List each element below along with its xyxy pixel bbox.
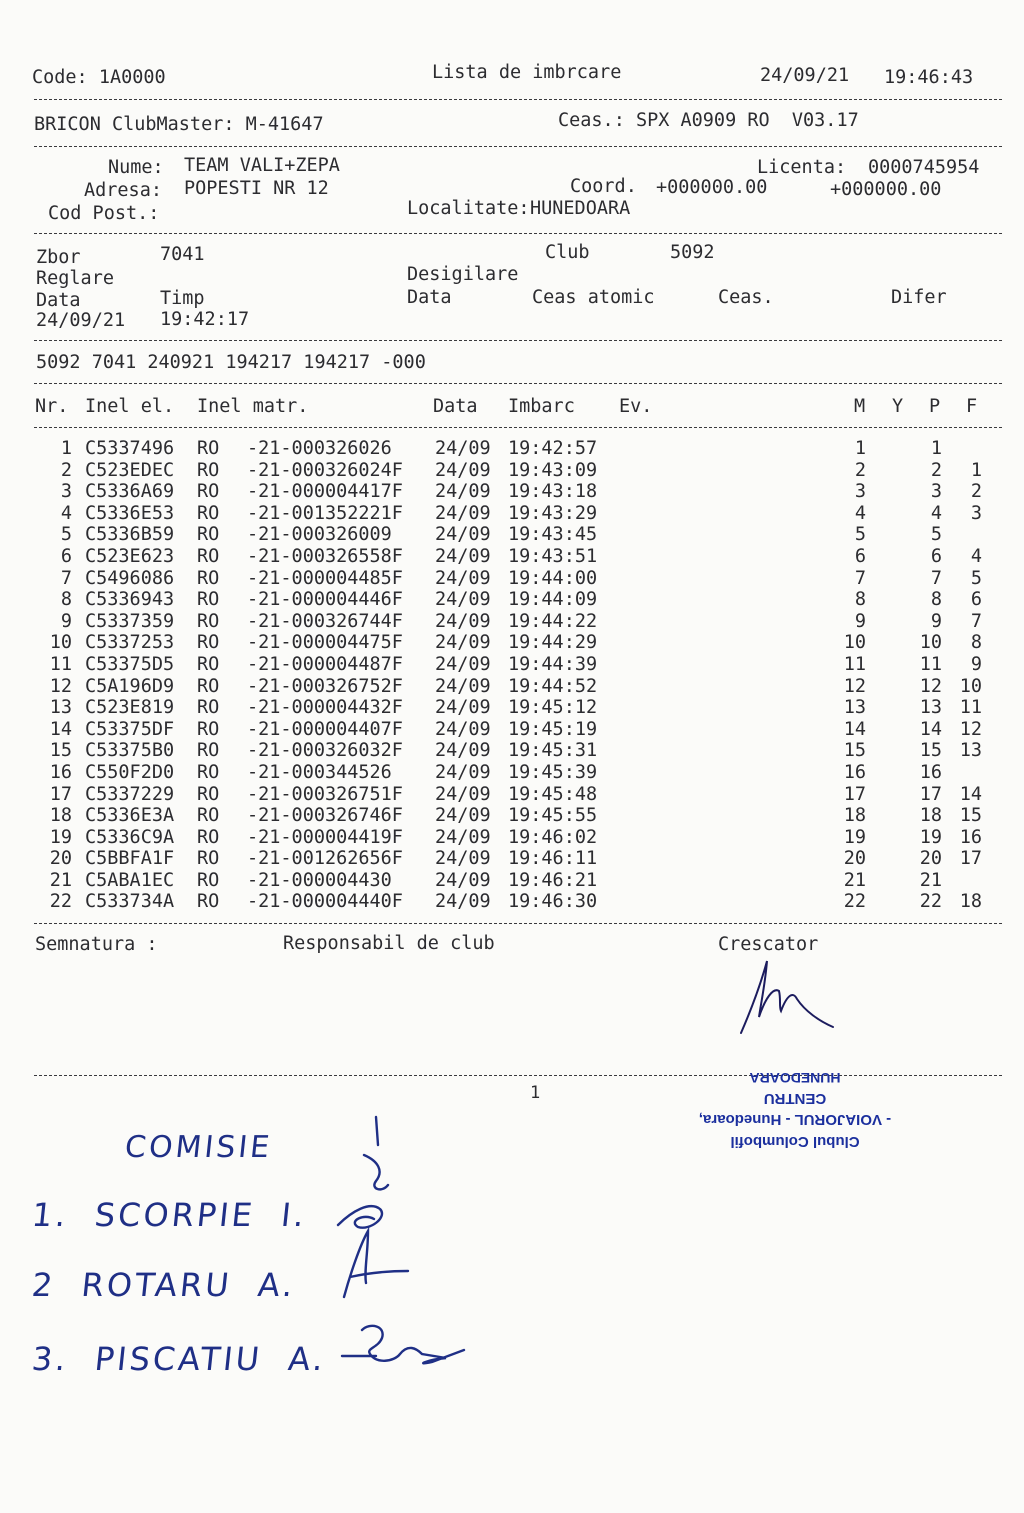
table-cell-matr: -21-000326009: [247, 524, 392, 546]
table-cell-f: 5: [970, 567, 982, 589]
table-cell-m: 20: [843, 848, 866, 870]
table-cell-matr: -21-000004446F: [247, 589, 403, 611]
table-cell-matr: -21-000004440F: [247, 891, 403, 913]
divider: [34, 427, 1002, 428]
table-cell-p: 9: [930, 610, 942, 632]
table-cell-f: 4: [970, 545, 982, 567]
table-cell-inel: C5336A69: [85, 481, 175, 503]
table-cell-m: 22: [843, 891, 866, 913]
system-id: BRICON ClubMaster: M-41647: [34, 114, 324, 135]
table-cell-matr: -21-000004432F: [247, 697, 403, 719]
table-cell-m: 9: [854, 610, 866, 632]
table-cell-inel: C53375D5: [85, 653, 175, 675]
col-imbarc-header: Imbarc: [508, 396, 575, 417]
table-cell-time: 19:45:19: [508, 718, 598, 740]
club-value: 5092: [670, 242, 715, 263]
adresa-value: POPESTI NR 12: [184, 178, 329, 199]
comisie-member-2: 2 ROTARU A.: [30, 1266, 298, 1304]
print-date: 24/09/21: [760, 65, 850, 86]
table-cell-data: 24/09: [435, 589, 491, 611]
table-cell-data: 24/09: [435, 718, 491, 740]
clock-id: Ceas.: SPX A0909 RO V03.17: [558, 110, 859, 131]
table-cell-time: 19:46:30: [508, 891, 598, 913]
table-cell-nr: 12: [49, 675, 72, 697]
doc-title: Lista de imbrcare: [432, 62, 622, 83]
table-cell-matr: -21-000004485F: [247, 567, 403, 589]
reglare-date: 24/09/21: [36, 310, 126, 331]
table-cell-nr: 6: [60, 545, 72, 567]
crescator-signature: [735, 955, 845, 1040]
table-cell-f: 15: [959, 805, 982, 827]
table-cell-ro: RO: [197, 826, 220, 848]
table-cell-m: 18: [843, 805, 866, 827]
table-cell-inel: C5A196D9: [85, 675, 175, 697]
col-m-header: M: [854, 396, 866, 417]
table-cell-matr: -21-000326746F: [247, 805, 403, 827]
codpost-label: Cod Post.:: [48, 203, 160, 224]
table-cell-nr: 7: [60, 567, 72, 589]
table-cell-matr: -21-000326744F: [247, 610, 403, 632]
table-cell-f: 8: [970, 632, 982, 654]
table-cell-p: 5: [930, 524, 942, 546]
table-cell-ro: RO: [197, 438, 220, 459]
zbor-value: 7041: [160, 244, 205, 265]
table-cell-time: 19:46:21: [508, 869, 598, 891]
table-cell-time: 19:45:12: [508, 697, 598, 719]
table-cell-p: 8: [930, 589, 942, 611]
table-cell-inel: C5337496: [85, 438, 175, 459]
table-cell-data: 24/09: [435, 891, 491, 913]
table-cell-ro: RO: [197, 675, 220, 697]
table-cell-matr: -21-001262656F: [247, 848, 403, 870]
table-cell-f: 12: [959, 718, 982, 740]
col-ev-header: Ev.: [619, 396, 653, 417]
table-cell-m: 8: [854, 589, 866, 611]
table-cell-p: 3: [930, 481, 942, 503]
table-cell-data: 24/09: [435, 761, 491, 783]
table-cell-inel: C5336943: [85, 589, 175, 611]
table-cell-inel: C523E819: [85, 697, 175, 719]
doc-code: Code: 1A0000: [32, 67, 166, 88]
table-cell-time: 19:44:52: [508, 675, 598, 697]
table-cell-p: 10: [919, 632, 942, 654]
table-cell-ro: RO: [197, 524, 220, 546]
desigilare-label: Desigilare: [407, 264, 519, 285]
table-cell-data: 24/09: [435, 438, 491, 459]
table-cell-f: 1: [970, 459, 982, 481]
table-cell-nr: 11: [49, 653, 72, 675]
table-cell-f: [952, 524, 982, 546]
table-cell-time: 19:44:29: [508, 632, 598, 654]
localitate-label: Localitate:: [407, 198, 530, 219]
crescator-label: Crescator: [718, 934, 819, 955]
coord-value-1: +000000.00: [656, 177, 768, 198]
table-cell-data: 24/09: [435, 653, 491, 675]
table-cell-data: 24/09: [435, 783, 491, 805]
table-cell-inel: C523E623: [85, 545, 175, 567]
table-cell-p: 22: [919, 891, 942, 913]
table-cell-matr: -21-000004417F: [247, 481, 403, 503]
table-cell-ro: RO: [197, 502, 220, 524]
table-cell-time: 19:43:51: [508, 545, 598, 567]
table-cell-m: 12: [843, 675, 866, 697]
table-cell-data: 24/09: [435, 869, 491, 891]
table-cell-p: 17: [919, 783, 942, 805]
table-cell-m: 7: [854, 567, 866, 589]
table-cell-m: 17: [843, 783, 866, 805]
page-number: 1: [530, 1083, 541, 1103]
table-cell-time: 19:43:09: [508, 459, 598, 481]
table-cell-nr: 3: [60, 481, 72, 503]
table-cell-p: 15: [919, 740, 942, 762]
table-cell-data: 24/09: [435, 740, 491, 762]
table-cell-f: 9: [970, 653, 982, 675]
table-cell-time: 19:46:11: [508, 848, 598, 870]
table-cell-nr: 5: [60, 524, 72, 546]
table-cell-p: 20: [919, 848, 942, 870]
table-cell-inel: C5336C9A: [85, 826, 175, 848]
table-cell-nr: 19: [49, 826, 72, 848]
table-cell-inel: C5ABA1EC: [85, 869, 175, 891]
table-cell-m: 6: [854, 545, 866, 567]
table-cell-nr: 20: [49, 848, 72, 870]
table-cell-nr: 14: [49, 718, 72, 740]
col-p-header: P: [929, 396, 941, 417]
table-cell-matr: -21-000326026: [247, 438, 392, 459]
table-cell-ro: RO: [197, 869, 220, 891]
table-cell-ro: RO: [197, 805, 220, 827]
table-cell-m: 14: [843, 718, 866, 740]
table-cell-ro: RO: [197, 459, 220, 481]
ceas-atomic-label: Ceas atomic: [532, 287, 655, 308]
table-cell-m: 21: [843, 869, 866, 891]
table-cell-f: 17: [959, 848, 982, 870]
table-cell-f: 16: [959, 826, 982, 848]
table-cell-ro: RO: [197, 589, 220, 611]
flight-code-line: 5092 7041 240921 194217 194217 -000: [36, 352, 426, 373]
table-cell-data: 24/09: [435, 567, 491, 589]
table-cell-time: 19:44:09: [508, 589, 598, 611]
table-cell-ro: RO: [197, 718, 220, 740]
table-cell-p: 7: [930, 567, 942, 589]
table-cell-m: 13: [843, 697, 866, 719]
print-time: 19:46:43: [884, 67, 974, 88]
stamp-line-2: - VOIAJORUL - Hunedoara,: [698, 1111, 892, 1128]
table-cell-p: 12: [919, 675, 942, 697]
table-cell-p: 19: [919, 826, 942, 848]
divider: [34, 383, 1002, 384]
table-cell-time: 19:46:02: [508, 826, 598, 848]
comisie-member-3: 3. PISCATIU A.: [30, 1340, 328, 1378]
table-cell-f: 11: [959, 697, 982, 719]
table-cell-data: 24/09: [435, 848, 491, 870]
table-cell-f: 10: [959, 675, 982, 697]
comisie-heading: COMISIE: [123, 1130, 274, 1165]
table-cell-ro: RO: [197, 632, 220, 654]
responsabil-label: Responsabil de club: [283, 933, 495, 954]
col-nr-header: Nr.: [35, 396, 69, 417]
divider: [34, 340, 1002, 341]
table-cell-nr: 22: [49, 891, 72, 913]
reglare-label: Reglare: [36, 268, 114, 289]
table-cell-data: 24/09: [435, 675, 491, 697]
comisie-member-1: 1. SCORPIE I.: [30, 1196, 309, 1234]
arrivals-table: [0, 438, 1024, 918]
table-cell-matr: -21-000326558F: [247, 545, 403, 567]
table-cell-m: 5: [854, 524, 866, 546]
table-cell-data: 24/09: [435, 805, 491, 827]
table-cell-m: 2: [854, 459, 866, 481]
table-cell-nr: 17: [49, 783, 72, 805]
table-cell-inel: C53375B0: [85, 740, 175, 762]
table-cell-inel: C523EDEC: [85, 459, 175, 481]
table-cell-nr: 10: [49, 632, 72, 654]
table-cell-ro: RO: [197, 697, 220, 719]
table-cell-data: 24/09: [435, 610, 491, 632]
table-cell-inel: C5BBFA1F: [85, 848, 175, 870]
table-cell-time: 19:45:55: [508, 805, 598, 827]
table-cell-inel: C53375DF: [85, 718, 175, 740]
table-cell-data: 24/09: [435, 502, 491, 524]
table-cell-ro: RO: [197, 481, 220, 503]
table-cell-time: 19:43:18: [508, 481, 598, 503]
ceas-label: Ceas.: [718, 287, 774, 308]
table-cell-f: 7: [970, 610, 982, 632]
stamp-line-4: HUNEDOARA: [749, 1070, 841, 1086]
table-cell-m: 4: [854, 502, 866, 524]
table-cell-p: 16: [919, 761, 942, 783]
table-cell-ro: RO: [197, 653, 220, 675]
divider: [34, 923, 1002, 924]
table-cell-f: 14: [959, 783, 982, 805]
table-cell-matr: -21-000004419F: [247, 826, 403, 848]
table-cell-nr: 8: [60, 589, 72, 611]
table-cell-m: 3: [854, 481, 866, 503]
table-cell-nr: 2: [60, 459, 72, 481]
table-cell-time: 19:45:31: [508, 740, 598, 762]
table-cell-inel: C5336E53: [85, 502, 175, 524]
table-cell-ro: RO: [197, 761, 220, 783]
club-stamp: [660, 1054, 930, 1150]
nume-label: Nume:: [108, 157, 164, 178]
table-cell-f: 3: [970, 502, 982, 524]
table-cell-matr: -21-000004487F: [247, 653, 403, 675]
divider: [34, 233, 1002, 234]
semnatura-label: Semnatura :: [35, 934, 158, 955]
table-cell-inel: C5336E3A: [85, 805, 175, 827]
table-cell-inel: C550F2D0: [85, 761, 175, 783]
table-cell-nr: 15: [49, 740, 72, 762]
table-cell-f: 2: [970, 481, 982, 503]
table-cell-time: 19:44:00: [508, 567, 598, 589]
table-cell-matr: -21-000326752F: [247, 675, 403, 697]
table-cell-m: 15: [843, 740, 866, 762]
table-cell-data: 24/09: [435, 524, 491, 546]
table-cell-ro: RO: [197, 610, 220, 632]
table-cell-p: 18: [919, 805, 942, 827]
table-cell-data: 24/09: [435, 459, 491, 481]
table-cell-ro: RO: [197, 891, 220, 913]
table-cell-m: 1: [854, 438, 866, 459]
licenta-label: Licenta:: [757, 157, 847, 178]
table-cell-inel: C5336B59: [85, 524, 175, 546]
divider: [34, 99, 1002, 100]
table-cell-time: 19:45:48: [508, 783, 598, 805]
table-cell-nr: 13: [49, 697, 72, 719]
col-inel-el-header: Inel el.: [85, 396, 175, 417]
table-cell-time: 19:44:22: [508, 610, 598, 632]
data-label: Data: [36, 290, 81, 311]
signature-2: [338, 1225, 418, 1305]
zbor-label: Zbor: [36, 247, 81, 268]
table-cell-m: 19: [843, 826, 866, 848]
licenta-value: 0000745954: [868, 157, 980, 178]
table-cell-time: 19:43:45: [508, 524, 598, 546]
table-cell-p: 4: [930, 502, 942, 524]
table-cell-data: 24/09: [435, 545, 491, 567]
table-cell-m: 11: [843, 653, 866, 675]
table-cell-p: 1: [930, 438, 942, 459]
table-cell-nr: 9: [60, 610, 72, 632]
table-cell-time: 19:43:29: [508, 502, 598, 524]
table-cell-matr: -21-000004407F: [247, 718, 403, 740]
club-label: Club: [545, 242, 590, 263]
table-cell-ro: RO: [197, 740, 220, 762]
table-cell-data: 24/09: [435, 826, 491, 848]
table-cell-m: 10: [843, 632, 866, 654]
table-cell-p: 13: [919, 697, 942, 719]
coord-label: Coord.: [570, 176, 637, 197]
table-cell-time: 19:42:57: [508, 438, 598, 459]
table-cell-p: 21: [919, 869, 942, 891]
table-cell-matr: -21-000326032F: [247, 740, 403, 762]
col-f-header: F: [966, 396, 978, 417]
table-cell-f: 13: [959, 740, 982, 762]
table-cell-time: 19:44:39: [508, 653, 598, 675]
col-y-header: Y: [892, 396, 904, 417]
col-inel-matr-header: Inel matr.: [197, 396, 309, 417]
difer-label: Difer: [891, 287, 947, 308]
table-cell-m: 16: [843, 761, 866, 783]
table-cell-nr: 4: [60, 502, 72, 524]
table-cell-ro: RO: [197, 848, 220, 870]
table-cell-inel: C5496086: [85, 567, 175, 589]
table-cell-ro: RO: [197, 567, 220, 589]
table-cell-f: 18: [959, 891, 982, 913]
table-cell-f: [952, 438, 982, 460]
table-cell-data: 24/09: [435, 697, 491, 719]
table-cell-ro: RO: [197, 783, 220, 805]
table-cell-f: [952, 870, 982, 892]
signature-3: [336, 1318, 476, 1378]
table-cell-inel: C5337253: [85, 632, 175, 654]
table-cell-ro: RO: [197, 545, 220, 567]
table-cell-matr: -21-000326024F: [247, 459, 403, 481]
table-cell-nr: 18: [49, 805, 72, 827]
timp-label: Timp: [160, 288, 205, 309]
table-cell-matr: -21-000004430: [247, 869, 392, 891]
table-cell-inel: C5337229: [85, 783, 175, 805]
table-cell-matr: -21-000004475F: [247, 632, 403, 654]
table-cell-nr: 21: [49, 869, 72, 891]
table-cell-matr: -21-001352221F: [247, 502, 403, 524]
table-cell-nr: 1: [60, 438, 72, 459]
reglare-time: 19:42:17: [160, 309, 250, 330]
coord-value-2: +000000.00: [830, 179, 942, 200]
table-cell-matr: -21-000326751F: [247, 783, 403, 805]
table-cell-f: [952, 762, 982, 784]
localitate-value: HUNEDOARA: [530, 198, 631, 219]
table-cell-nr: 16: [49, 761, 72, 783]
table-cell-matr: -21-000344526: [247, 761, 392, 783]
table-cell-inel: C5337359: [85, 610, 175, 632]
table-cell-inel: C533734A: [85, 891, 175, 913]
stamp-line-3: CENTRU: [763, 1090, 827, 1107]
table-cell-p: 14: [919, 718, 942, 740]
stamp-line-1: Clubul Columbofil: [730, 1133, 860, 1150]
table-cell-p: 6: [930, 545, 942, 567]
table-cell-data: 24/09: [435, 481, 491, 503]
table-cell-f: 6: [970, 589, 982, 611]
desig-data-label: Data: [407, 287, 452, 308]
col-data-header: Data: [433, 396, 478, 417]
table-cell-p: 11: [919, 653, 942, 675]
nume-value: TEAM VALI+ZEPA: [184, 155, 340, 176]
table-cell-p: 2: [930, 459, 942, 481]
table-cell-time: 19:45:39: [508, 761, 598, 783]
divider: [34, 146, 1002, 147]
adresa-label: Adresa:: [84, 180, 162, 201]
table-cell-data: 24/09: [435, 632, 491, 654]
